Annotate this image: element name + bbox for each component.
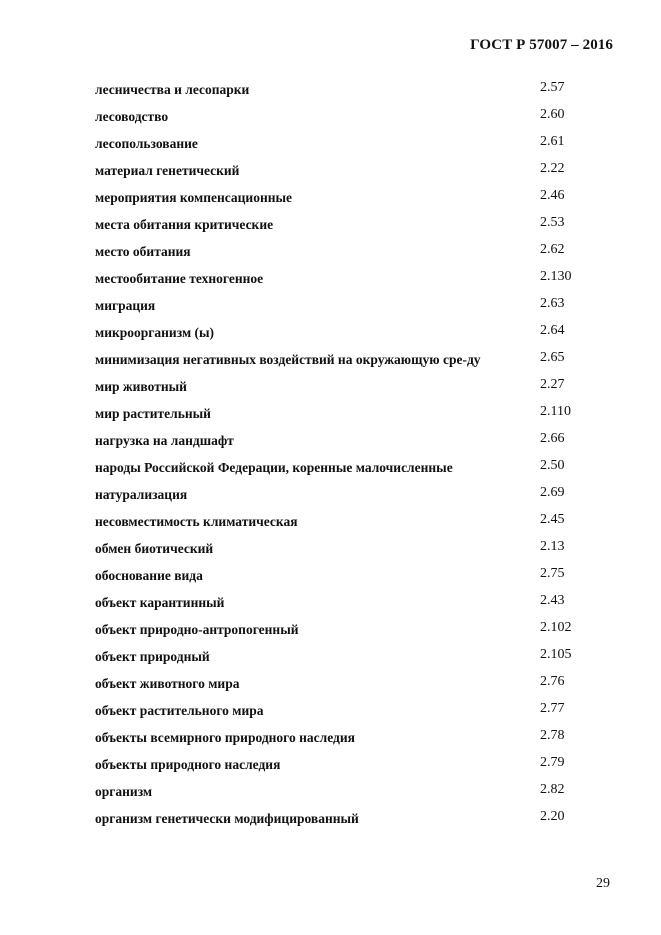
index-entry xyxy=(95,103,595,130)
index-term: объект природно-антропогенный xyxy=(95,622,299,637)
index-entry xyxy=(95,400,595,427)
index-entry xyxy=(95,346,595,373)
index-entry xyxy=(95,211,595,238)
index-term: объекты природного наследия xyxy=(95,757,281,772)
index-entry xyxy=(95,157,595,184)
index-entry xyxy=(95,427,595,454)
index-term: мир растительный xyxy=(95,406,211,421)
index-term: обмен биотический xyxy=(95,541,214,556)
index-term: лесопользование xyxy=(95,136,198,151)
index-term: минимизация негативных воздействий на окружающую сре-ду xyxy=(95,352,481,367)
index-code: 2.53 xyxy=(540,215,565,230)
index-entry xyxy=(95,238,595,265)
index-entry xyxy=(95,481,595,508)
index-code: 2.76 xyxy=(540,674,565,689)
index-entry xyxy=(95,805,595,832)
index-code: 2.105 xyxy=(540,647,572,662)
index-term: лесничества и лесопарки xyxy=(95,82,250,97)
index-term: объект природный xyxy=(95,649,210,664)
index-code: 2.65 xyxy=(540,350,565,365)
index-entry xyxy=(95,724,595,751)
index-term: объект растительного мира xyxy=(95,703,264,718)
index-code: 2.75 xyxy=(540,566,565,581)
index-term: места обитания критические xyxy=(95,217,274,232)
index-code: 2.63 xyxy=(540,296,565,311)
index-code: 2.82 xyxy=(540,782,565,797)
index-code: 2.43 xyxy=(540,593,565,608)
index-code: 2.20 xyxy=(540,809,565,824)
index-term: народы Российской Федерации, коренные малочисленные xyxy=(95,460,453,475)
index-term: место обитания xyxy=(95,244,191,259)
index-term: лесоводство xyxy=(95,109,169,124)
index-code: 2.61 xyxy=(540,134,565,149)
index-entry xyxy=(95,319,595,346)
index-code: 2.79 xyxy=(540,755,565,770)
index-term: нагрузка на ландшафт xyxy=(95,433,234,448)
index-code: 2.22 xyxy=(540,161,565,176)
index-term: материал генетический xyxy=(95,163,240,178)
index-term: объект животного мира xyxy=(95,676,240,691)
index-code: 2.45 xyxy=(540,512,565,527)
index-code: 2.62 xyxy=(540,242,565,257)
index-term: организм генетически модифицированный xyxy=(95,811,359,826)
index-entry xyxy=(95,535,595,562)
index-term: мир животный xyxy=(95,379,187,394)
index-term: организм xyxy=(95,784,153,799)
index-term: натурализация xyxy=(95,487,188,502)
index-entry xyxy=(95,130,595,157)
index-code: 2.57 xyxy=(540,80,565,95)
index-term: несовместимость климатическая xyxy=(95,514,298,529)
index-code: 2.77 xyxy=(540,701,565,716)
index-entry xyxy=(95,697,595,724)
index-entry xyxy=(95,292,595,319)
index-entry xyxy=(95,265,595,292)
index-entry xyxy=(95,508,595,535)
index-entry xyxy=(95,454,595,481)
index-entry xyxy=(95,643,595,670)
document-header: ГОСТ Р 57007 – 2016 xyxy=(470,37,613,53)
index-term: местообитание техногенное xyxy=(95,271,264,286)
index-entry xyxy=(95,76,595,103)
index-entry xyxy=(95,373,595,400)
index-code: 2.13 xyxy=(540,539,565,554)
index-entry xyxy=(95,751,595,778)
index-code: 2.110 xyxy=(540,404,571,419)
index-term: микроорганизм (ы) xyxy=(95,325,215,340)
index-code: 2.64 xyxy=(540,323,565,338)
index-code: 2.66 xyxy=(540,431,565,446)
index-code: 2.78 xyxy=(540,728,565,743)
index-entry xyxy=(95,562,595,589)
index-entry xyxy=(95,184,595,211)
index-code: 2.69 xyxy=(540,485,565,500)
index-code: 2.102 xyxy=(540,620,572,635)
page-number: 29 xyxy=(596,876,610,891)
term-index-list xyxy=(95,76,595,832)
index-term: объекты всемирного природного наследия xyxy=(95,730,355,745)
index-code: 2.50 xyxy=(540,458,565,473)
index-entry xyxy=(95,670,595,697)
index-code: 2.46 xyxy=(540,188,565,203)
index-entry xyxy=(95,589,595,616)
index-term: мероприятия компенсационные xyxy=(95,190,293,205)
index-entry xyxy=(95,778,595,805)
index-term: миграция xyxy=(95,298,156,313)
index-term: объект карантинный xyxy=(95,595,225,610)
index-code: 2.130 xyxy=(540,269,572,284)
index-code: 2.27 xyxy=(540,377,565,392)
index-code: 2.60 xyxy=(540,107,565,122)
index-term: обоснование вида xyxy=(95,568,203,583)
index-entry xyxy=(95,616,595,643)
